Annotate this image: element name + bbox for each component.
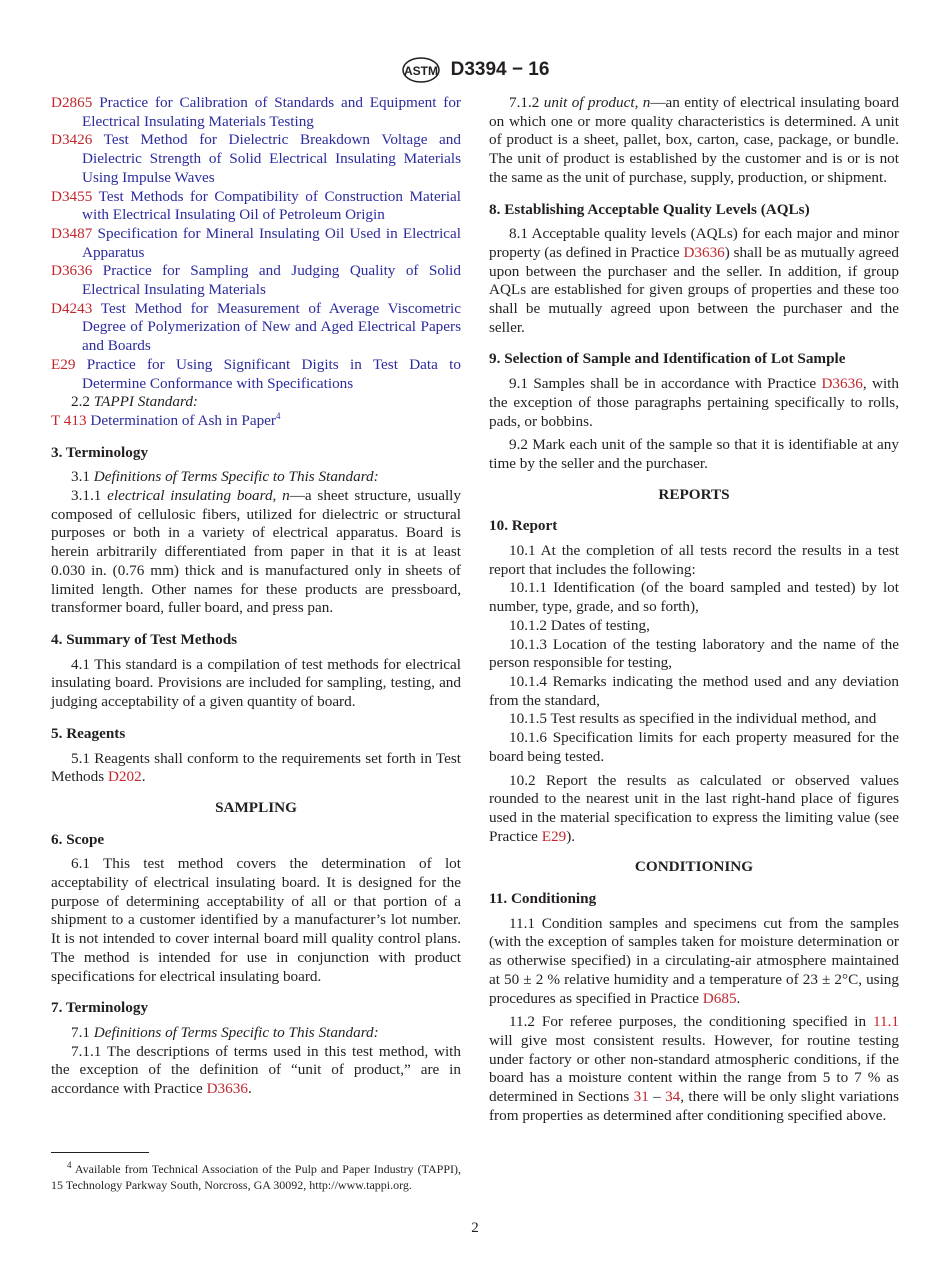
paragraph bbox=[51, 468, 461, 487]
reference-link[interactable]: D3455 bbox=[51, 187, 93, 205]
paragraph-text: 10.1 At the completion of all tests record the results in a test report that includes the following: bbox=[489, 542, 899, 578]
cross-reference-link[interactable]: D3636 bbox=[683, 243, 725, 261]
paragraph-text: 8.1 Acceptable quality levels (AQLs) for each major and minor property (as defined in Practice bbox=[489, 225, 899, 261]
paragraph-text: 7.1 bbox=[71, 1023, 94, 1041]
footnote-text: Available from Technical Association of the Pulp and Paper Industry (TAPPI), 15 Technology Parkway South, Norcross, GA 30092, http://www.tappi.org. bbox=[51, 1162, 461, 1192]
reference-link[interactable]: D3426 bbox=[51, 131, 93, 149]
reference-entry bbox=[51, 188, 461, 225]
paragraph-text: , there will be only slight variations from properties as determined after conditioning specified above. bbox=[489, 1088, 900, 1124]
paragraph bbox=[489, 673, 899, 710]
paragraph bbox=[489, 542, 899, 579]
astm-logo-icon bbox=[401, 56, 441, 84]
reference-entry bbox=[51, 356, 461, 393]
reference-link[interactable]: E29 bbox=[51, 355, 76, 373]
italic-term: Definitions of Terms Specific to This Standard: bbox=[93, 1023, 379, 1041]
italic-term: electrical insulating board, n bbox=[107, 487, 290, 505]
right-column bbox=[489, 94, 899, 1130]
reference-title: Specification for Mineral Insulating Oil Used in Electrical Apparatus bbox=[82, 224, 462, 261]
reference-entry bbox=[51, 412, 461, 431]
paragraph bbox=[51, 656, 461, 712]
italic-term: Definitions of Terms Specific to This Standard: bbox=[93, 468, 379, 486]
paragraph-text: 10.1.3 Location of the testing laboratory and the name of the person responsible for testing, bbox=[489, 635, 899, 672]
paragraph-text: . bbox=[736, 989, 741, 1007]
reference-title: Practice for Sampling and Judging Quality of Solid Electrical Insulating Materials bbox=[82, 262, 461, 299]
paragraph bbox=[51, 1043, 461, 1099]
section-heading: 11. Conditioning bbox=[489, 890, 597, 908]
section-heading: 4. Summary of Test Methods bbox=[51, 630, 238, 648]
paragraph-text: 3.1.1 bbox=[71, 487, 108, 505]
paragraph-text: 6.1 This test method covers the determination of lot acceptability of electrical insulating board. It is designed for the purpose of determining acceptability of all or that portion of a shipment to a customer identified by a manufacturer’s lot number. It is not intended to cover internal board mill quality control plans. The method is intended for use in conjunction with product specifications for electrical insulating board. bbox=[51, 855, 461, 985]
reference-link[interactable]: D2865 bbox=[51, 94, 93, 111]
footnote-ref[interactable]: 4 bbox=[275, 410, 281, 421]
paragraph-text: ). bbox=[566, 827, 576, 845]
paragraph bbox=[51, 855, 461, 986]
page-number: 2 bbox=[471, 1220, 479, 1236]
paragraph bbox=[51, 487, 461, 618]
paragraph-text: 11.1 Condition samples and specimens cut from the samples (with the exception of samples taken for moisture determination or as otherwise specified) in a circulating-air atmosphere maintained at 50 ± 2 % relative humidity and a temperature of 23 ± 2°C, using procedures as specified in Practice bbox=[489, 914, 899, 1007]
paragraph-text: 9.2 Mark each unit of the sample so that it is identifiable at any time by the seller and the purchaser. bbox=[489, 436, 899, 472]
paragraph-text: will give most consistent results. However, for routine testing under factory or other non-standard atmospheric conditions, if the board has a moisture content within the range from 5 to 7 % as determined in Sections bbox=[489, 1031, 899, 1106]
paragraph-text: 10.2 Report the results as calculated or observed values rounded to the nearest unit in the last right-hand place of figures used in the material specification to express the limiting value (see Practice bbox=[489, 771, 899, 845]
paragraph-text: – bbox=[648, 1088, 666, 1106]
paragraph bbox=[51, 393, 461, 412]
section-heading: 8. Establishing Acceptable Quality Levels (AQLs) bbox=[489, 200, 810, 218]
paragraph bbox=[489, 617, 899, 636]
reference-link[interactable]: D4243 bbox=[51, 299, 93, 317]
document-designation: D3394 − 16 bbox=[450, 59, 550, 80]
reference-title: Determination of Ash in Paper bbox=[90, 411, 276, 429]
paragraph bbox=[489, 579, 899, 616]
paragraph-text: 5.1 Reagents shall conform to the requirements set forth in Test Methods bbox=[51, 749, 461, 786]
paragraph-text: 9.1 Samples shall be in accordance with Practice bbox=[509, 375, 822, 393]
paragraph bbox=[489, 375, 899, 431]
reference-entry bbox=[51, 262, 461, 299]
paragraph-text: , with the exception of those paragraphs pertaining specifically to rolls, pads, or bobbins. bbox=[489, 375, 899, 430]
paragraph bbox=[51, 1024, 461, 1043]
reference-entry bbox=[51, 94, 461, 131]
reference-title: Practice for Using Significant Digits in Test Data to Determine Conformance with Specifications bbox=[82, 355, 461, 392]
reference-title: Test Method for Dielectric Breakdown Voltage and Dielectric Strength of Solid Electrical Insulating Materials Using Impulse Waves bbox=[82, 131, 461, 186]
left-column bbox=[51, 94, 461, 1104]
paragraph-text: . bbox=[141, 768, 146, 786]
footnote bbox=[51, 1162, 461, 1193]
reference-entry bbox=[51, 300, 461, 356]
reference-entry bbox=[51, 131, 461, 187]
paragraph bbox=[489, 1013, 899, 1125]
italic-term: unit of product, n bbox=[543, 94, 651, 111]
paragraph bbox=[489, 710, 899, 729]
italic-term: TAPPI Standard: bbox=[93, 393, 198, 411]
paragraph bbox=[489, 729, 899, 766]
reference-link[interactable]: T 413 bbox=[51, 411, 87, 429]
paragraph-text: . bbox=[247, 1080, 252, 1098]
paragraph-text: —an entity of electrical insulating board on which one or more quality characteristics is determined. A unit of product is a sheet, pallet, box, carton, case, package, or bundle. The unit of product is established by the customer and is or is not the same as the unit of purchase, supply, production, or shipment. bbox=[489, 94, 900, 186]
cross-reference-link[interactable]: 11.1 bbox=[872, 1013, 899, 1031]
reference-link[interactable]: D3636 bbox=[51, 262, 93, 280]
page-header bbox=[0, 56, 950, 84]
paragraph-text: 4.1 This standard is a compilation of test methods for electrical insulating board. Provisions are included for sampling, testing, and judging acceptability of a given quantity of board. bbox=[51, 655, 461, 711]
cross-reference-link[interactable]: E29 bbox=[541, 827, 567, 845]
reference-title: Test Methods for Compatibility of Construction Material with Electrical Insulating Oil of Petroleum Origin bbox=[82, 187, 462, 224]
paragraph bbox=[489, 915, 899, 1009]
paragraph-text: ) shall be as mutually agreed upon between the purchaser and the seller. In addition, if group AQLs are established for given groups of properties and these too shall be mutually agreed upon between the purchaser and the seller. bbox=[489, 243, 899, 336]
cross-reference-link[interactable]: 34 bbox=[665, 1088, 681, 1106]
paragraph-text: 10.1.5 Test results as specified in the individual method, and bbox=[509, 710, 877, 728]
cross-reference-link[interactable]: D685 bbox=[702, 989, 737, 1007]
paragraph-text: —a sheet structure, usually composed of cellulosic fibers, utilized for dielectric or structural purposes or both in a variety of electrical apparatus. Board is herein arbitrarily differentiated from paper in that it is at least 0.030 in. (0.76 mm) thick and is manufactured only in sheets of limited length. Other names for these products are pressboard, transformer board, fuller board, and press pan. bbox=[51, 487, 461, 617]
paragraph bbox=[489, 772, 899, 847]
paragraph bbox=[51, 750, 461, 787]
reference-link[interactable]: D3487 bbox=[51, 224, 93, 242]
paragraph-text: 10.1.4 Remarks indicating the method used and any deviation from the standard, bbox=[489, 672, 899, 709]
section-heading: 3. Terminology bbox=[51, 443, 149, 461]
cross-reference-link[interactable]: D3636 bbox=[206, 1080, 248, 1098]
paragraph-text: 3.1 bbox=[71, 468, 94, 486]
paragraph-text: 2.2 bbox=[71, 393, 94, 411]
cross-reference-link[interactable]: 31 bbox=[633, 1088, 649, 1106]
paragraph-text: 7.1.1 The descriptions of terms used in this test method, with the exception of the definition of “unit of product,” are in accordance with Practice bbox=[51, 1042, 461, 1098]
cross-reference-link[interactable]: D202 bbox=[107, 768, 142, 786]
footnote-marker: 4 bbox=[67, 1160, 72, 1170]
paragraph bbox=[489, 94, 899, 188]
reference-title: Test Method for Measurement of Average Viscometric Degree of Polymerization of New and Aged Electrical Papers and Boards bbox=[82, 299, 461, 355]
footnote-divider bbox=[51, 1152, 149, 1153]
section-heading: 7. Terminology bbox=[51, 999, 149, 1017]
paragraph-text: 11.2 For referee purposes, the conditioning specified in bbox=[509, 1013, 873, 1031]
section-heading: 6. Scope bbox=[51, 830, 105, 848]
cross-reference-link[interactable]: D3636 bbox=[821, 375, 863, 393]
reference-entry bbox=[51, 225, 461, 262]
part-heading: CONDITIONING bbox=[634, 858, 754, 876]
svg-text:ASTM: ASTM bbox=[403, 64, 438, 78]
paragraph-text: 7.1.2 bbox=[509, 94, 544, 111]
reference-title: Practice for Calibration of Standards and Equipment for Electrical Insulating Materials Testing bbox=[82, 94, 461, 130]
paragraph-text: 10.1.1 Identification (of the board sampled and tested) by lot number, type, grade, and so forth), bbox=[489, 579, 899, 616]
paragraph-text: 10.1.2 Dates of testing, bbox=[509, 616, 650, 634]
section-heading: 5. Reagents bbox=[51, 724, 126, 742]
section-heading: 10. Report bbox=[489, 517, 558, 535]
paragraph bbox=[489, 436, 899, 473]
part-heading: REPORTS bbox=[658, 485, 730, 503]
paragraph-text: 10.1.6 Specification limits for each property measured for the board being tested. bbox=[489, 729, 899, 765]
paragraph bbox=[489, 225, 899, 337]
section-heading: 9. Selection of Sample and Identification of Lot Sample bbox=[489, 350, 846, 368]
part-heading: SAMPLING bbox=[215, 798, 297, 816]
paragraph bbox=[489, 636, 899, 673]
